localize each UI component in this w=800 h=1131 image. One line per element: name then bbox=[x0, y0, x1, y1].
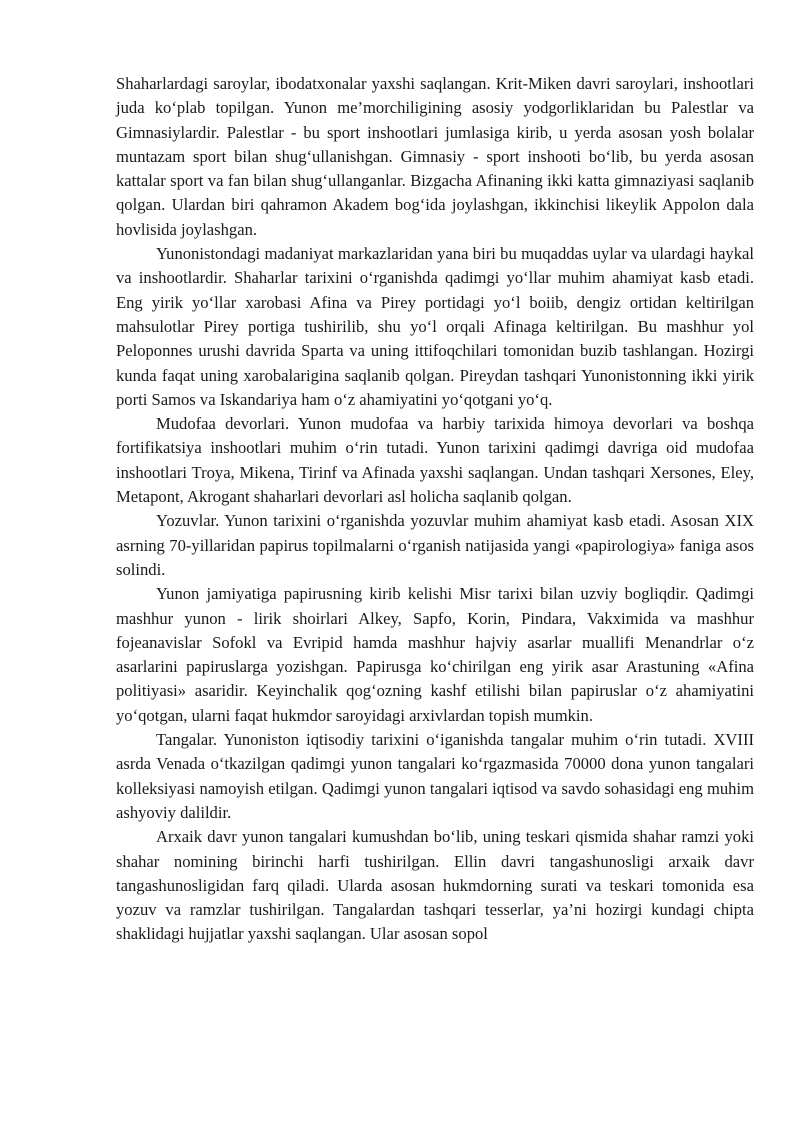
paragraph-coins: Tangalar. Yunoniston iqtisodiy tarixini o‘iganishda tangalar muhim o‘rin tutadi. XVIII asrda Venada o‘tkazilgan qadimgi yunon tangalari ko‘rgazmasida 70000 dona yunon tangalari kolleksiyasi namoyish etilgan. Qadimgi yunon tangalari iqtisod va savdo sohasidagi eng muhim ashyoviy dalildir. bbox=[116, 730, 754, 822]
document-page bbox=[116, 72, 754, 947]
paragraph-roads: Yunonistondagi madaniyat markazlaridan yana biri bu muqaddas uylar va ulardagi haykal va inshootlardir. Shaharlar tarixini o‘rganishda qadimgi yo‘llar muhim ahamiyat kasb etadi. Eng yirik yo‘llar xarobasi Afina va Pirey portidagi yo‘l boiib, dengiz ortidan keltirilgan mahsulotlar Pirey portiga tushirilib, shu yo‘l orqali Afinaga keltirilgan. Bu mashhur yol Peloponnes urushi davrida Sparta va uning ittifoqchilari tomonidan buzib tashlangan. Hozirgi kunda faqat uning xarobalarigina saqlanib qolgan. Pireydan tashqari Yunonistonning ikki yirik porti Samos va Iskandariya ham o‘z ahamiyatini yo‘qotgani yo‘q. bbox=[116, 244, 754, 409]
paragraph-writings: Yozuvlar. Yunon tarixini o‘rganishda yozuvlar muhim ahamiyat kasb etadi. Asosan XIX asrning 70-yillaridan papirus topilmalarni o‘rganish natijasida yangi «papirologiya» faniga asos solindi. bbox=[116, 511, 754, 579]
paragraph-papyrus: Yunon jamiyatiga papirusning kirib kelishi Misr tarixi bilan uzviy bogliqdir. Qadimgi mashhur yunon - lirik shoirlari Alkey, Sapfo, Korin, Pindara, Vakximida va mashhur fojeanavislar Sofokl va Evripid hamda mashhur hajviy asarlar muallifi Menandrlar o‘z asarlarini papiruslarga yozishgan. Papirusga ko‘chirilgan eng yirik asar Arastuning «Afina politiyasi» asaridir. Keyinchalik qog‘ozning kashf etilishi bilan papiruslar o‘z ahamiyatini yo‘qotgan, ularni faqat hukmdor saroyidagi arxivlardan topish mumkin. bbox=[116, 584, 754, 725]
paragraph-palaces: Shaharlardagi saroylar, ibodatxonalar yaxshi saqlangan. Krit-Miken davri saroylari, inshootlari juda ko‘plab topilgan. Yunon me’morchiligining asosiy yodgorliklaridan bu Palestlar va Gimnasiylardir. Palestlar - bu sport inshootlari jumlasiga kirib, u yerda asosan yosh bolalar muntazam sport bilan shug‘ullanishgan. Gimnasiy - sport inshooti bo‘lib, bu yerda asosan kattalar sport va fan bilan shug‘ullanganlar. Bizgacha Afinaning ikki katta gimnaziyasi saqlanib qolgan. Ulardan biri qahramon Akadem bog‘ida joylashgan, ikkinchisi likeylik Appolon dala hovlisida joylashgan. bbox=[116, 74, 754, 239]
paragraph-defense-walls: Mudofaa devorlari. Yunon mudofaa va harbiy tarixida himoya devorlari va boshqa fortifikatsiya inshootlari muhim o‘rin tutadi. Yunon tarixini qadimgi davriga oid mudofaa inshootlari Troya, Mikena, Tirinf va Afinada yaxshi saqlangan. Undan tashqari Xersones, Eley, Metapont, Akrogant shaharlari devorlari asl holicha saqlanib qolgan. bbox=[116, 414, 754, 507]
paragraph-archaic-coins: Arxaik davr yunon tangalari kumushdan bo‘lib, uning teskari qismida shahar ramzi yoki shahar nomining birinchi harfi tushirilgan. Ellin davri tangashunosligi arxaik davr tangashunosligidan farq qiladi. Ularda asosan hukmdorning surati va teskari tomonida esa yozuv va ramzlar tushirilgan. Tangalardan tashqari tesserlar, ya’ni hozirgi kundagi chipta shaklidagi hujjatlar yaxshi saqlangan. Ular asosan sopol bbox=[116, 827, 754, 944]
